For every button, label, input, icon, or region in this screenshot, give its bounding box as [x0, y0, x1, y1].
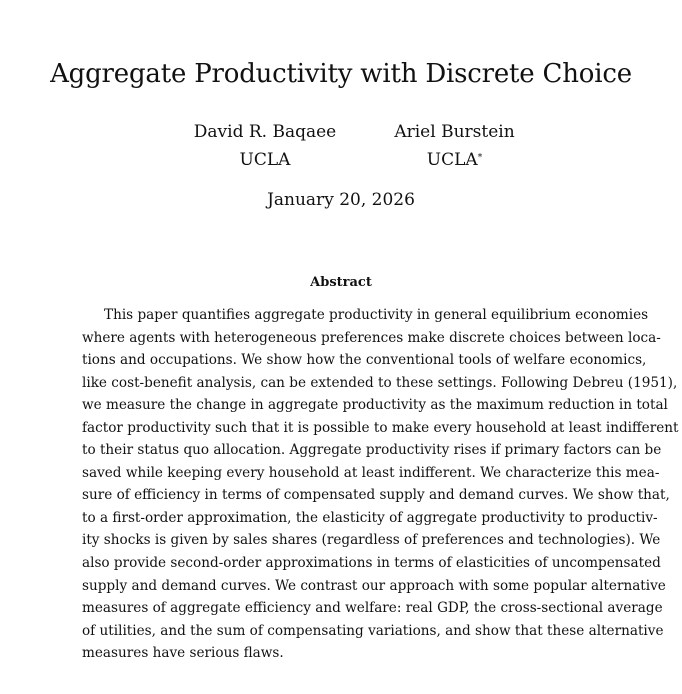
abstract-line: to a first-order approximation, the elasticity of aggregate productivity to productiv-: [82, 509, 658, 526]
author-affiliation: [372, 149, 537, 171]
abstract-line: This paper quantifies aggregate productivity in general equilibrium economies: [104, 307, 649, 323]
abstract-line: ity shocks is given by sales shares (regardless of preferences and technologies). We: [82, 532, 661, 549]
abstract-line: measures of aggregate efficiency and welfare: real GDP, the cross-sectional average: [82, 600, 663, 617]
paper-date: January 20, 2026: [267, 190, 415, 210]
affiliation-text: UCLA: [426, 150, 478, 170]
abstract-line: tions and occupations. We show how the conventional tools of welfare economics,: [82, 352, 647, 369]
abstract-line: of utilities, and the sum of compensating variations, and show that these alternative: [82, 622, 664, 639]
abstract-line: saved while keeping every household at least indifferent. We characterize this mea-: [82, 464, 660, 481]
abstract-line: we measure the change in aggregate productivity as the maximum reduction in total: [82, 397, 668, 414]
affiliation-text: UCLA: [239, 150, 291, 170]
abstract-line: also provide second-order approximations in terms of elasticities of uncompensated: [82, 555, 661, 572]
author-affiliation: [180, 149, 350, 171]
abstract-line: to their status quo allocation. Aggregate productivity rises if primary factors can be: [82, 442, 662, 459]
abstract-heading: Abstract: [310, 275, 372, 290]
author-name: David R. Baqaee: [193, 122, 337, 142]
abstract-line: measures have serious flaws.: [82, 645, 284, 662]
author-block-1: [180, 121, 350, 171]
abstract-body: [82, 304, 679, 665]
footnote-mark[interactable]: *: [477, 153, 483, 163]
author-block-2: [372, 121, 537, 171]
author-name: Ariel Burstein: [394, 122, 515, 142]
paper-title: Aggregate Productivity with Discrete Choice: [50, 59, 632, 89]
abstract-line: factor productivity such that it is possible to make every household at least indifferent: [82, 419, 679, 436]
abstract-line: supply and demand curves. We contrast our approach with some popular alternative: [82, 577, 666, 594]
abstract-line: sure of efficiency in terms of compensated supply and demand curves. We show that,: [82, 487, 670, 504]
abstract-line: where agents with heterogeneous preferences make discrete choices between loca-: [82, 329, 661, 346]
abstract-line: like cost-benefit analysis, can be extended to these settings. Following Debreu (1951),: [82, 374, 678, 391]
